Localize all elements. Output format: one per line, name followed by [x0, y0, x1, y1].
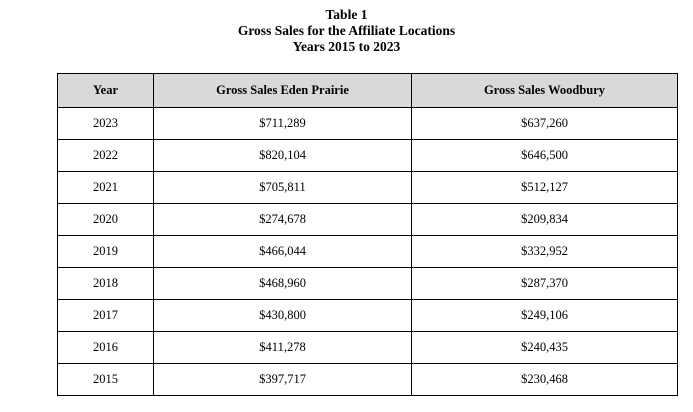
header-year: Year	[58, 74, 154, 108]
year-cell: 2016	[58, 332, 154, 364]
eden-prairie-sales-cell: $468,960	[154, 268, 412, 300]
table-row	[58, 332, 678, 364]
table-header-row	[58, 74, 678, 108]
eden-prairie-sales-cell: $820,104	[154, 140, 412, 172]
year-cell: 2023	[58, 108, 154, 140]
gross-sales-table	[57, 73, 678, 396]
woodbury-sales-cell: $637,260	[412, 108, 678, 140]
year-cell: 2022	[58, 140, 154, 172]
table-row	[58, 204, 678, 236]
header-gross-sales-eden-prairie: Gross Sales Eden Prairie	[154, 74, 412, 108]
year-cell: 2020	[58, 204, 154, 236]
woodbury-sales-cell: $512,127	[412, 172, 678, 204]
woodbury-sales-cell: $287,370	[412, 268, 678, 300]
woodbury-sales-cell: $646,500	[412, 140, 678, 172]
eden-prairie-sales-cell: $430,800	[154, 300, 412, 332]
year-cell: 2018	[58, 268, 154, 300]
table-row	[58, 236, 678, 268]
woodbury-sales-cell: $230,468	[412, 364, 678, 396]
table-row	[58, 172, 678, 204]
header-gross-sales-woodbury: Gross Sales Woodbury	[412, 74, 678, 108]
table-caption	[0, 7, 693, 55]
table-number: Table 1	[325, 7, 368, 22]
eden-prairie-sales-cell: $397,717	[154, 364, 412, 396]
eden-prairie-sales-cell: $274,678	[154, 204, 412, 236]
year-cell: 2021	[58, 172, 154, 204]
woodbury-sales-cell: $240,435	[412, 332, 678, 364]
woodbury-sales-cell: $332,952	[412, 236, 678, 268]
woodbury-sales-cell: $249,106	[412, 300, 678, 332]
eden-prairie-sales-cell: $466,044	[154, 236, 412, 268]
table-subtitle: Years 2015 to 2023	[292, 39, 401, 54]
woodbury-sales-cell: $209,834	[412, 204, 678, 236]
eden-prairie-sales-cell: $411,278	[154, 332, 412, 364]
table-row	[58, 364, 678, 396]
year-cell: 2015	[58, 364, 154, 396]
table-title: Gross Sales for the Affiliate Locations	[237, 23, 456, 38]
table-row	[58, 108, 678, 140]
eden-prairie-sales-cell: $705,811	[154, 172, 412, 204]
year-cell: 2019	[58, 236, 154, 268]
table-row	[58, 300, 678, 332]
eden-prairie-sales-cell: $711,289	[154, 108, 412, 140]
year-cell: 2017	[58, 300, 154, 332]
table-row	[58, 140, 678, 172]
table-row	[58, 268, 678, 300]
